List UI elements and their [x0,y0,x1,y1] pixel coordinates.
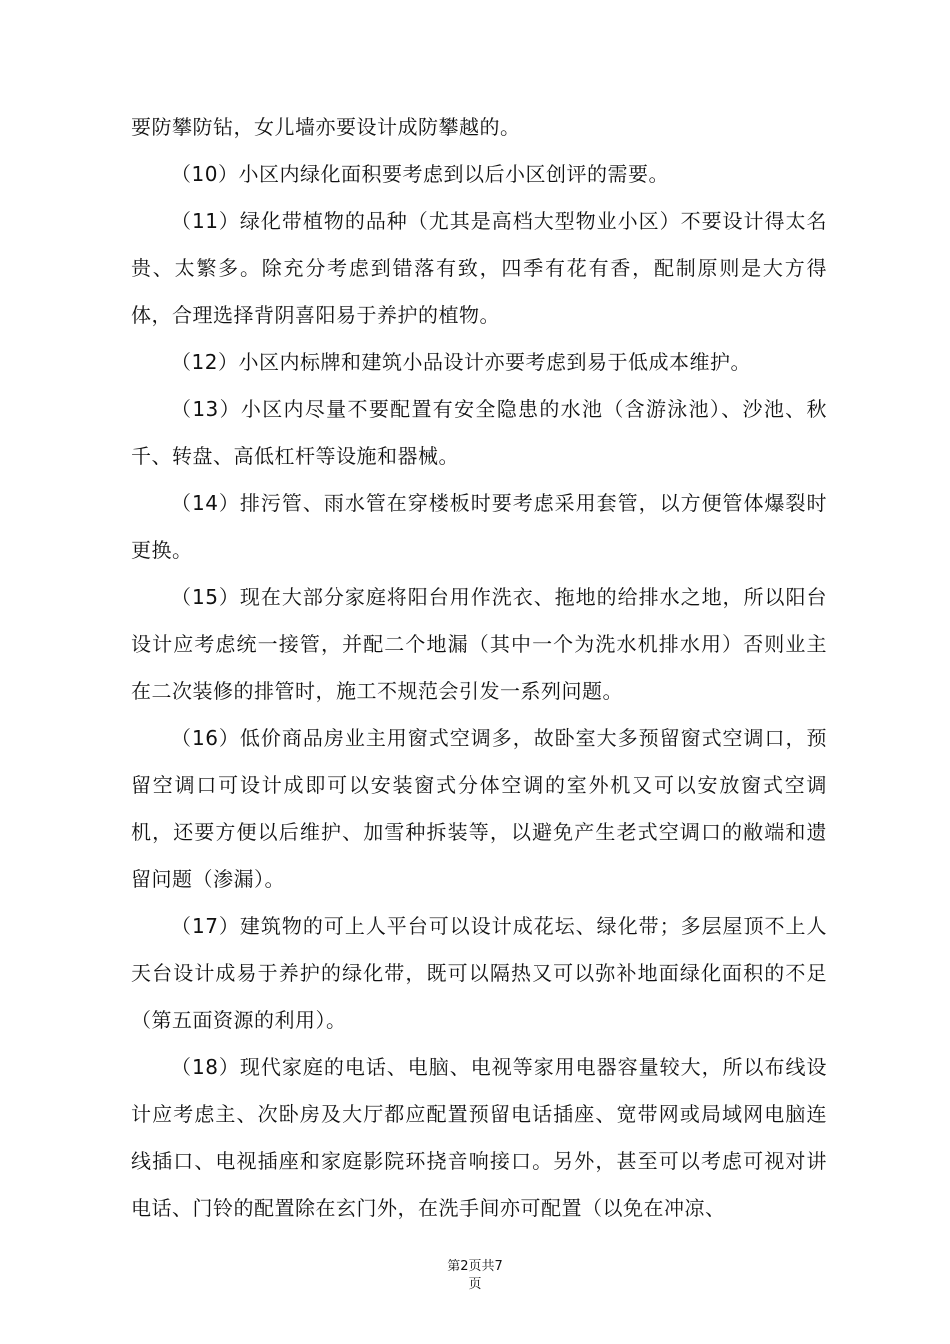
page-number-line-2: 页 [468,1277,482,1292]
page-number-footer [0,1258,950,1294]
paragraph-item-10: （10）小区内绿化面积要考虑到以后小区创评的需要。 [171,162,669,186]
paragraph-item-11: （11）绿化带植物的品种（尤其是高档大型物业小区）不要设计得太名贵、太繁多。除充分考虑到错落有致，四季有花有香，配制原则是大方得体，合理选择背阴喜阳易于养护的植物。 [131,209,827,327]
paragraph-item-14: （14）排污管、雨水管在穿楼板时要考虑采用套管，以方便管体爆裂时更换。 [131,491,827,562]
paragraph-item-13: （13）小区内尽量不要配置有安全隐患的水池（含游泳池）、沙池、秋千、转盘、高低杠杆等设施和器械。 [131,397,827,468]
page-number-line-1: 第2页共7 [447,1259,503,1274]
paragraph-item-12: （12）小区内标牌和建筑小品设计亦要考虑到易于低成本维护。 [171,350,751,374]
paragraph-item-15: （15）现在大部分家庭将阳台用作洗衣、拖地的给排水之地，所以阳台设计应考虑统一接管，并配二个地漏（其中一个为洗水机排水用）否则业主在二次装修的排管时，施工不规范会引发一系列问题。 [131,585,827,703]
paragraph-item-18: （18）现代家庭的电话、电脑、电视等家用电器容量较大，所以布线设计应考虑主、次卧房及大厅都应配置预留电话插座、宽带网或局域网电脑连线插口、电视插座和家庭影院环挠音响接口。另外，甚至可以考虑可视对讲电话、门铃的配置除在玄门外，在洗手间亦可配置（以免在冲凉、 [131,1055,827,1220]
document-body [131,104,827,1232]
paragraph-item-16: （16）低价商品房业主用窗式空调多，故卧室大多预留窗式空调口，预留空调口可设计成即可以安装窗式分体空调的室外机又可以安放窗式空调机，还要方便以后维护、加雪种拆装等，以避免产生老式空调口的敝端和遗留问题（渗漏）。 [131,726,827,891]
paragraph-item-17: （17）建筑物的可上人平台可以设计成花坛、绿化带；多层屋顶不上人天台设计成易于养护的绿化带，既可以隔热又可以弥补地面绿化面积的不足（第五面资源的利用）。 [131,914,827,1032]
paragraph-continuation: 要防攀防钻，女儿墙亦要设计成防攀越的。 [131,115,521,139]
